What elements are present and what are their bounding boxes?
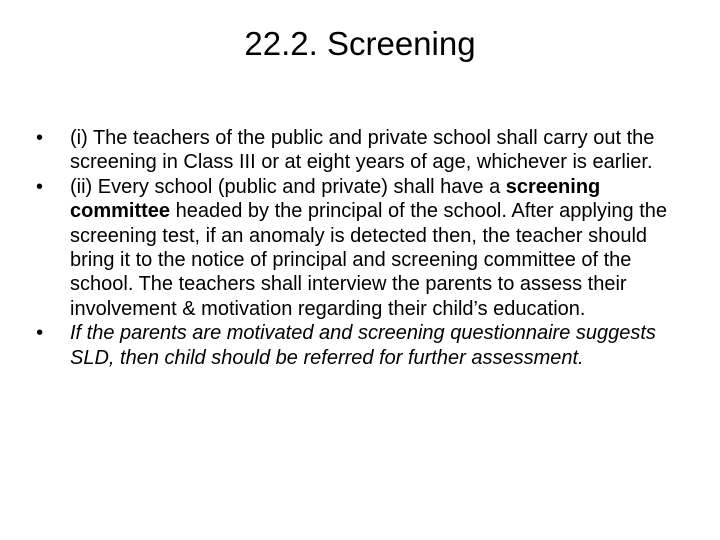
bullet-text-prefix: (ii) Every school (public and private) shall have a bbox=[70, 175, 506, 198]
bullet-text: (i) The teachers of the public and private school shall carry out the screening in Class III or at eight years of age, whichever is earlier. bbox=[70, 127, 655, 174]
bullet-text-bold: screening committee bbox=[70, 175, 601, 223]
bullet-icon: • bbox=[36, 175, 44, 198]
bullet-list bbox=[36, 126, 686, 370]
bullet-text: If the parents are motivated and screening questionnaire suggests SLD, then child should be referred for further assessment. bbox=[70, 322, 656, 369]
list-item bbox=[36, 321, 686, 370]
bullet-icon: • bbox=[36, 127, 44, 149]
bullet-icon: • bbox=[36, 322, 44, 345]
list-item bbox=[36, 126, 686, 175]
list-item bbox=[36, 175, 686, 321]
slide-title: 22.2. Screening bbox=[244, 25, 476, 62]
bullet-text-suffix: headed by the principal of the school. After applying the screening test, if an anomaly is detected then, the teacher should bring it to the notice of principal and screening committee of the school. The teachers shall interview the parents to assess their involvement & motivation regarding their child’s education. bbox=[70, 200, 668, 320]
